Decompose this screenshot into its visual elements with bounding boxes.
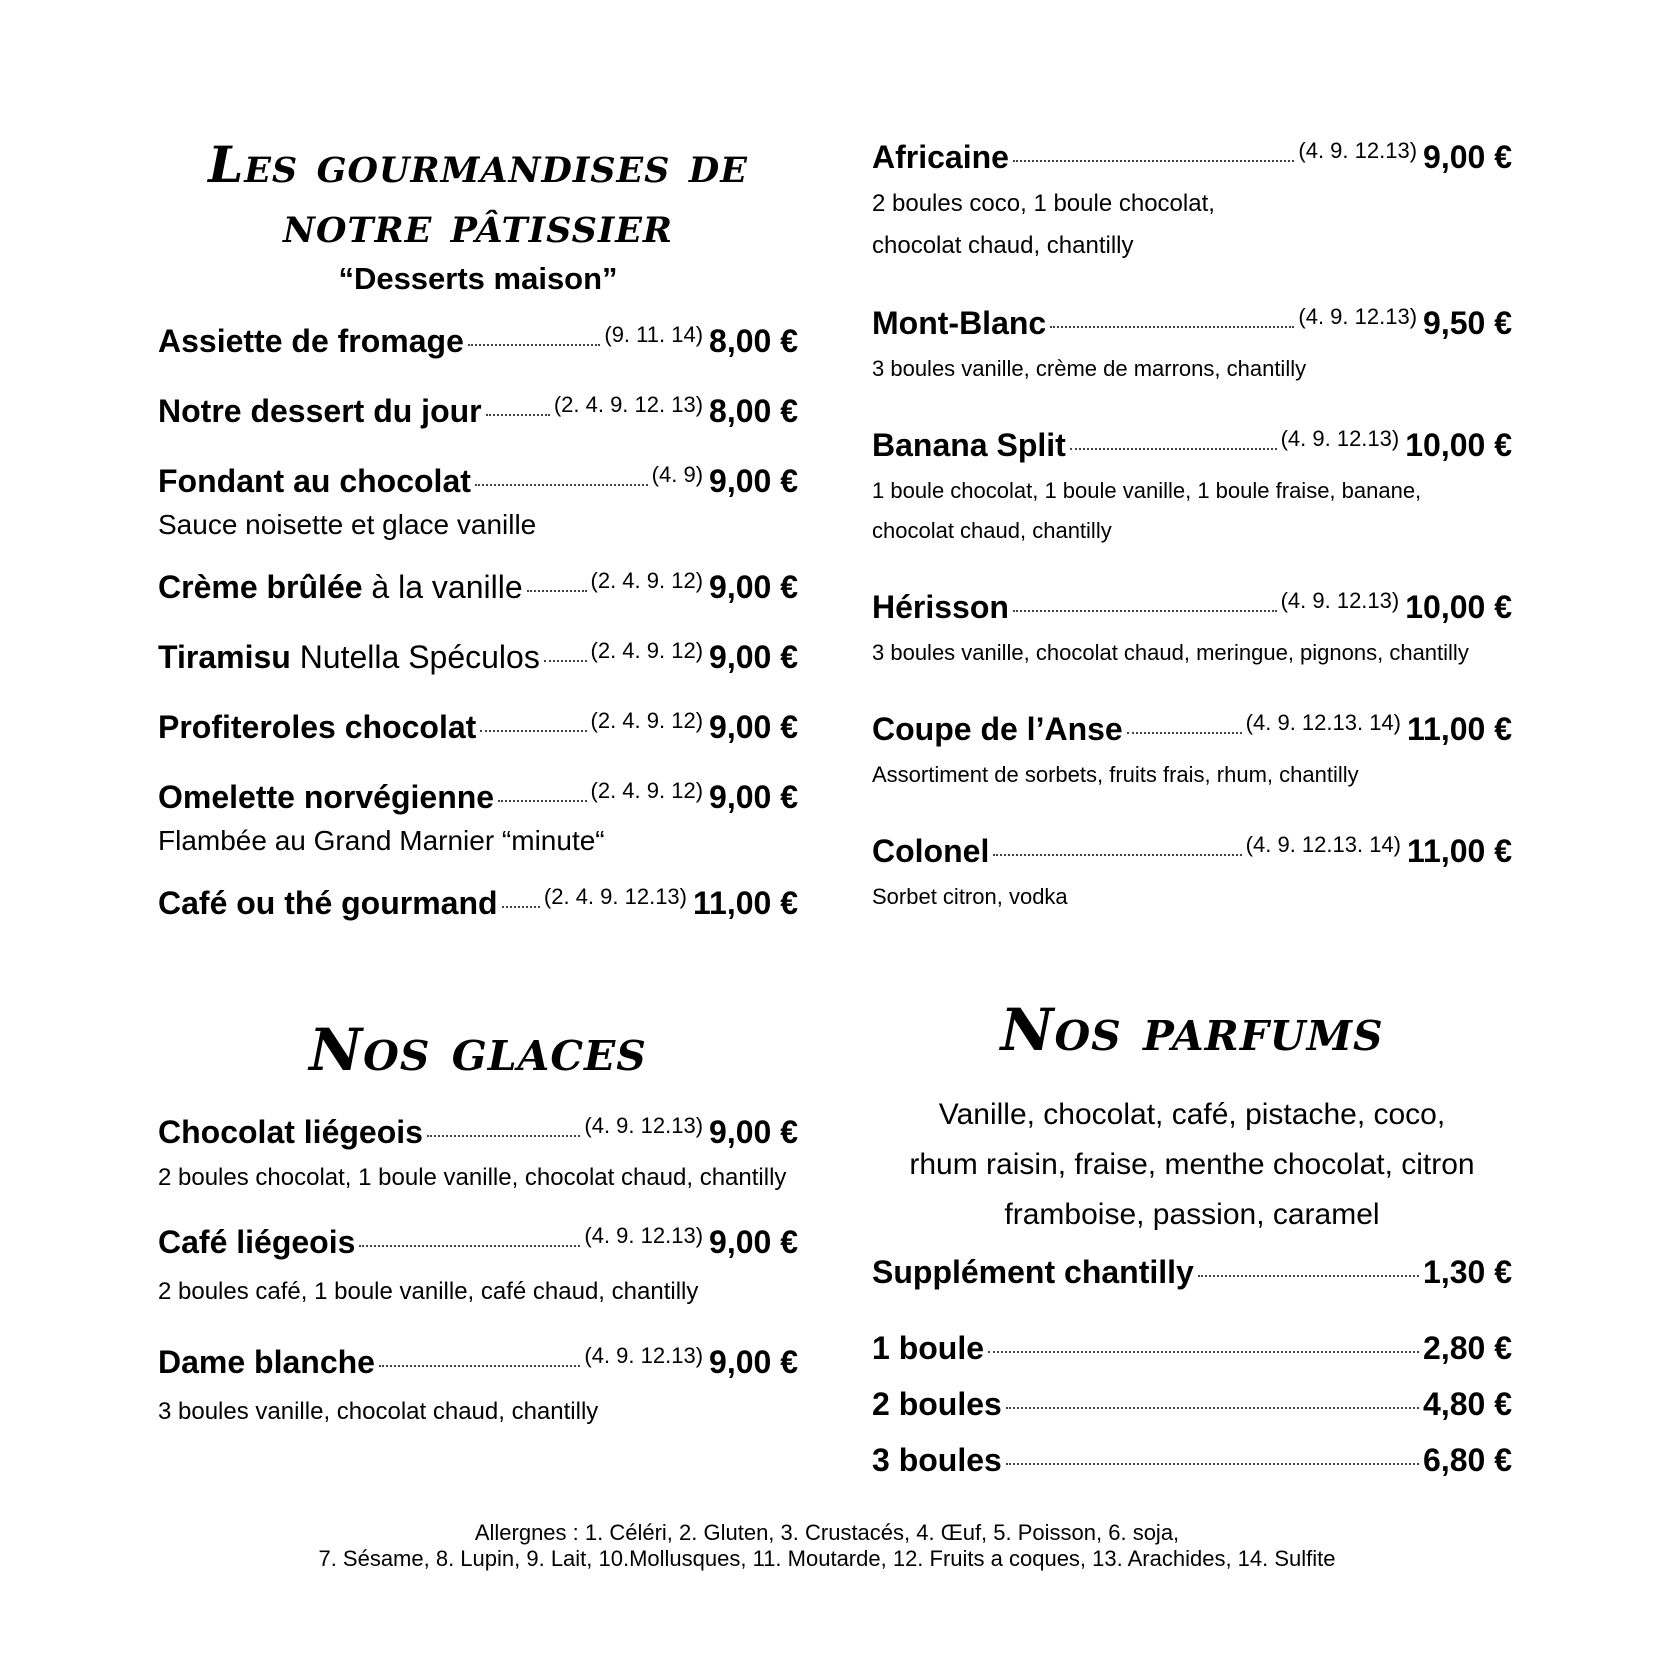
item-allergens: (4. 9): [651, 462, 704, 487]
menu-item-profiteroles: [158, 705, 798, 753]
item-name: Café ou thé gourmand: [158, 885, 498, 921]
item-allergens: (4. 9. 12.13. 14): [1245, 832, 1401, 857]
item-name: Café liégeois: [158, 1224, 356, 1260]
item-name-bold: Crème brûlée: [158, 569, 363, 605]
item-description: Flambée au Grand Marnier “minute“: [158, 825, 605, 856]
item-description: Sorbet citron, vodka: [872, 884, 1068, 909]
menu-item-assiette-fromage: [158, 319, 798, 367]
allergens-footer: [0, 1520, 1654, 1572]
boule-row: [872, 1432, 1512, 1488]
menu-item-cafe-gourmand: [158, 881, 798, 929]
menu-item-cafe-liegeois: [158, 1220, 798, 1316]
item-allergens: (4. 9. 12.13): [1280, 588, 1400, 613]
item-price: 4,80 €: [1423, 1386, 1512, 1422]
patissier-subtitle: “Desserts maison”: [338, 261, 618, 296]
menu-item-fondant-chocolat: [158, 459, 798, 543]
item-name: Notre dessert du jour: [158, 393, 482, 429]
item-description: 3 boules vanille, crème de marrons, chantilly: [872, 356, 1307, 381]
item-price: 10,00 €: [1405, 589, 1512, 625]
item-price: 9,00 €: [709, 569, 798, 605]
item-name-extra: Nutella Spéculos: [290, 639, 540, 675]
dot-leader: [468, 344, 601, 346]
patissier-title-line2: notre pâtissier: [282, 195, 674, 254]
dot-leader: [1013, 160, 1294, 162]
dot-leader: [988, 1351, 1419, 1353]
item-name: Supplément chantilly: [872, 1254, 1194, 1290]
item-description: 1 boule chocolat, 1 boule vanille, 1 boule fraise, banane,: [872, 478, 1422, 503]
item-name: Banana Split: [872, 427, 1066, 463]
item-price: 9,50 €: [1423, 305, 1512, 341]
item-allergens: (4. 9. 12.13): [584, 1343, 704, 1368]
menu-item-colonel: [872, 829, 1512, 917]
item-price: 9,00 €: [709, 709, 798, 745]
patissier-section: [158, 135, 798, 951]
item-allergens: (2. 4. 9. 12): [590, 778, 704, 803]
item-allergens: (9. 11. 14): [604, 322, 704, 347]
menu-item-dame-blanche: [158, 1340, 798, 1436]
item-name: Fondant au chocolat: [158, 463, 471, 499]
item-price: 2,80 €: [1423, 1330, 1512, 1366]
item-price: 10,00 €: [1405, 427, 1512, 463]
menu-item-coupe-anse: [872, 707, 1512, 795]
menu-item-mont-blanc: [872, 301, 1512, 389]
item-description: 3 boules vanille, chocolat chaud, meringue, pignons, chantilly: [872, 640, 1469, 665]
dot-leader: [480, 730, 586, 732]
item-name-extra: à la vanille: [362, 569, 523, 605]
boule-row: [872, 1376, 1512, 1432]
item-description-2: chocolat chaud, chantilly: [872, 232, 1134, 259]
menu-item-africaine: [872, 135, 1512, 267]
menu-item-banana-split: [872, 423, 1512, 551]
flavors-line-3: framboise, passion, caramel: [1004, 1198, 1380, 1231]
item-name: 2 boules: [872, 1386, 1002, 1422]
menu-item-herisson: [872, 585, 1512, 673]
dot-leader: [1006, 1463, 1419, 1465]
boules-list: [872, 1320, 1512, 1488]
dot-leader: [1070, 448, 1277, 450]
item-name: Coupe de l’Anse: [872, 711, 1123, 747]
item-allergens: (2. 4. 9. 12): [590, 638, 704, 663]
item-price: 1,30 €: [1423, 1254, 1512, 1290]
menu-item-omelette: [158, 775, 798, 859]
item-description: 2 boules coco, 1 boule chocolat,: [872, 190, 1215, 217]
boule-row: [872, 1320, 1512, 1376]
dot-leader: [359, 1245, 580, 1247]
item-description-2: chocolat chaud, chantilly: [872, 518, 1112, 543]
item-name: [158, 635, 540, 679]
item-allergens: (4. 9. 12.13): [584, 1223, 704, 1248]
dot-leader: [1006, 1407, 1419, 1409]
glaces-section: [158, 1016, 798, 1458]
glaces-title: Nos glaces: [309, 1016, 647, 1084]
dot-leader: [1198, 1275, 1419, 1277]
item-name: Dame blanche: [158, 1344, 375, 1380]
item-description: Assortiment de sorbets, fruits frais, rhum, chantilly: [872, 762, 1359, 787]
dot-leader: [498, 800, 586, 802]
item-allergens: (2. 4. 9. 12. 13): [553, 392, 704, 417]
coupes-section: [872, 135, 1512, 943]
item-name: Mont-Blanc: [872, 305, 1047, 341]
item-allergens: (2. 4. 9. 12): [590, 568, 704, 593]
item-price: 9,00 €: [709, 639, 798, 675]
item-price: 9,00 €: [709, 1224, 798, 1260]
item-name: 3 boules: [872, 1442, 1002, 1478]
parfums-section: [872, 996, 1512, 1488]
item-price: 6,80 €: [1423, 1442, 1512, 1478]
dot-leader: [1013, 610, 1277, 612]
flavors-list: [872, 1090, 1512, 1240]
item-description: 2 boules café, 1 boule vanille, café chaud, chantilly: [158, 1278, 699, 1305]
patissier-title: [158, 135, 798, 255]
menu-item-tiramisu: [158, 635, 798, 683]
item-allergens: (4. 9. 12.13): [584, 1113, 704, 1138]
item-price: 11,00 €: [1407, 711, 1512, 747]
item-description: 2 boules chocolat, 1 boule vanille, chocolat chaud, chantilly: [158, 1164, 787, 1191]
item-name: Omelette norvégienne: [158, 779, 495, 815]
dot-leader: [993, 854, 1241, 856]
item-price: 11,00 €: [693, 885, 798, 921]
item-allergens: (4. 9. 12.13. 14): [1245, 710, 1401, 735]
allergens-line-2: 7. Sésame, 8. Lupin, 9. Lait, 10.Mollusques, 11. Moutarde, 12. Fruits a coques, 13. Arachides, 14. Sulfite: [318, 1546, 1336, 1571]
menu-item-chocolat-liegeois: [158, 1110, 798, 1198]
item-price: 9,00 €: [709, 1344, 798, 1380]
dot-leader: [544, 660, 587, 662]
dot-leader: [1050, 326, 1294, 328]
dot-leader: [475, 484, 648, 486]
supplement-chantilly: [872, 1250, 1512, 1294]
dot-leader: [427, 1135, 580, 1137]
item-allergens: (2. 4. 9. 12.13): [543, 884, 687, 909]
item-name: Chocolat liégeois: [158, 1114, 423, 1150]
dot-leader: [379, 1365, 580, 1367]
item-name: Hérisson: [872, 589, 1009, 625]
item-allergens: (4. 9. 12.13): [1280, 426, 1400, 451]
dot-leader: [1127, 732, 1242, 734]
item-price: 9,00 €: [709, 779, 798, 815]
item-name: 1 boule: [872, 1330, 985, 1366]
menu-item-dessert-du-jour: [158, 389, 798, 437]
item-name: Profiteroles chocolat: [158, 709, 477, 745]
item-price: 8,00 €: [709, 393, 798, 429]
item-description: 3 boules vanille, chocolat chaud, chantilly: [158, 1398, 599, 1425]
item-name: [158, 565, 523, 609]
item-price: 9,00 €: [709, 1114, 798, 1150]
allergens-line-1: Allergnes : 1. Céléri, 2. Gluten, 3. Crustacés, 4. Œuf, 5. Poisson, 6. soja,: [474, 1520, 1180, 1545]
item-price: 8,00 €: [709, 323, 798, 359]
item-price: 9,00 €: [1423, 139, 1512, 175]
item-name: Africaine: [872, 139, 1009, 175]
item-allergens: (4. 9. 12.13): [1298, 138, 1418, 163]
item-description: Sauce noisette et glace vanille: [158, 509, 537, 540]
parfums-title: Nos parfums: [1000, 996, 1384, 1064]
patissier-title-line1: Les gourmandises de: [208, 135, 748, 194]
item-price: 9,00 €: [709, 463, 798, 499]
item-allergens: (2. 4. 9. 12): [590, 708, 704, 733]
item-price: 11,00 €: [1407, 833, 1512, 869]
dot-leader: [527, 590, 587, 592]
item-name-bold: Tiramisu: [158, 639, 291, 675]
flavors-line-1: Vanille, chocolat, café, pistache, coco,: [938, 1098, 1446, 1131]
dot-leader: [486, 414, 550, 416]
flavors-line-2: rhum raisin, fraise, menthe chocolat, citron: [909, 1148, 1475, 1181]
menu-item-creme-brulee: [158, 565, 798, 613]
item-allergens: (4. 9. 12.13): [1298, 304, 1418, 329]
item-name: Assiette de fromage: [158, 323, 464, 359]
item-name: Colonel: [872, 833, 990, 869]
dot-leader: [502, 906, 540, 908]
